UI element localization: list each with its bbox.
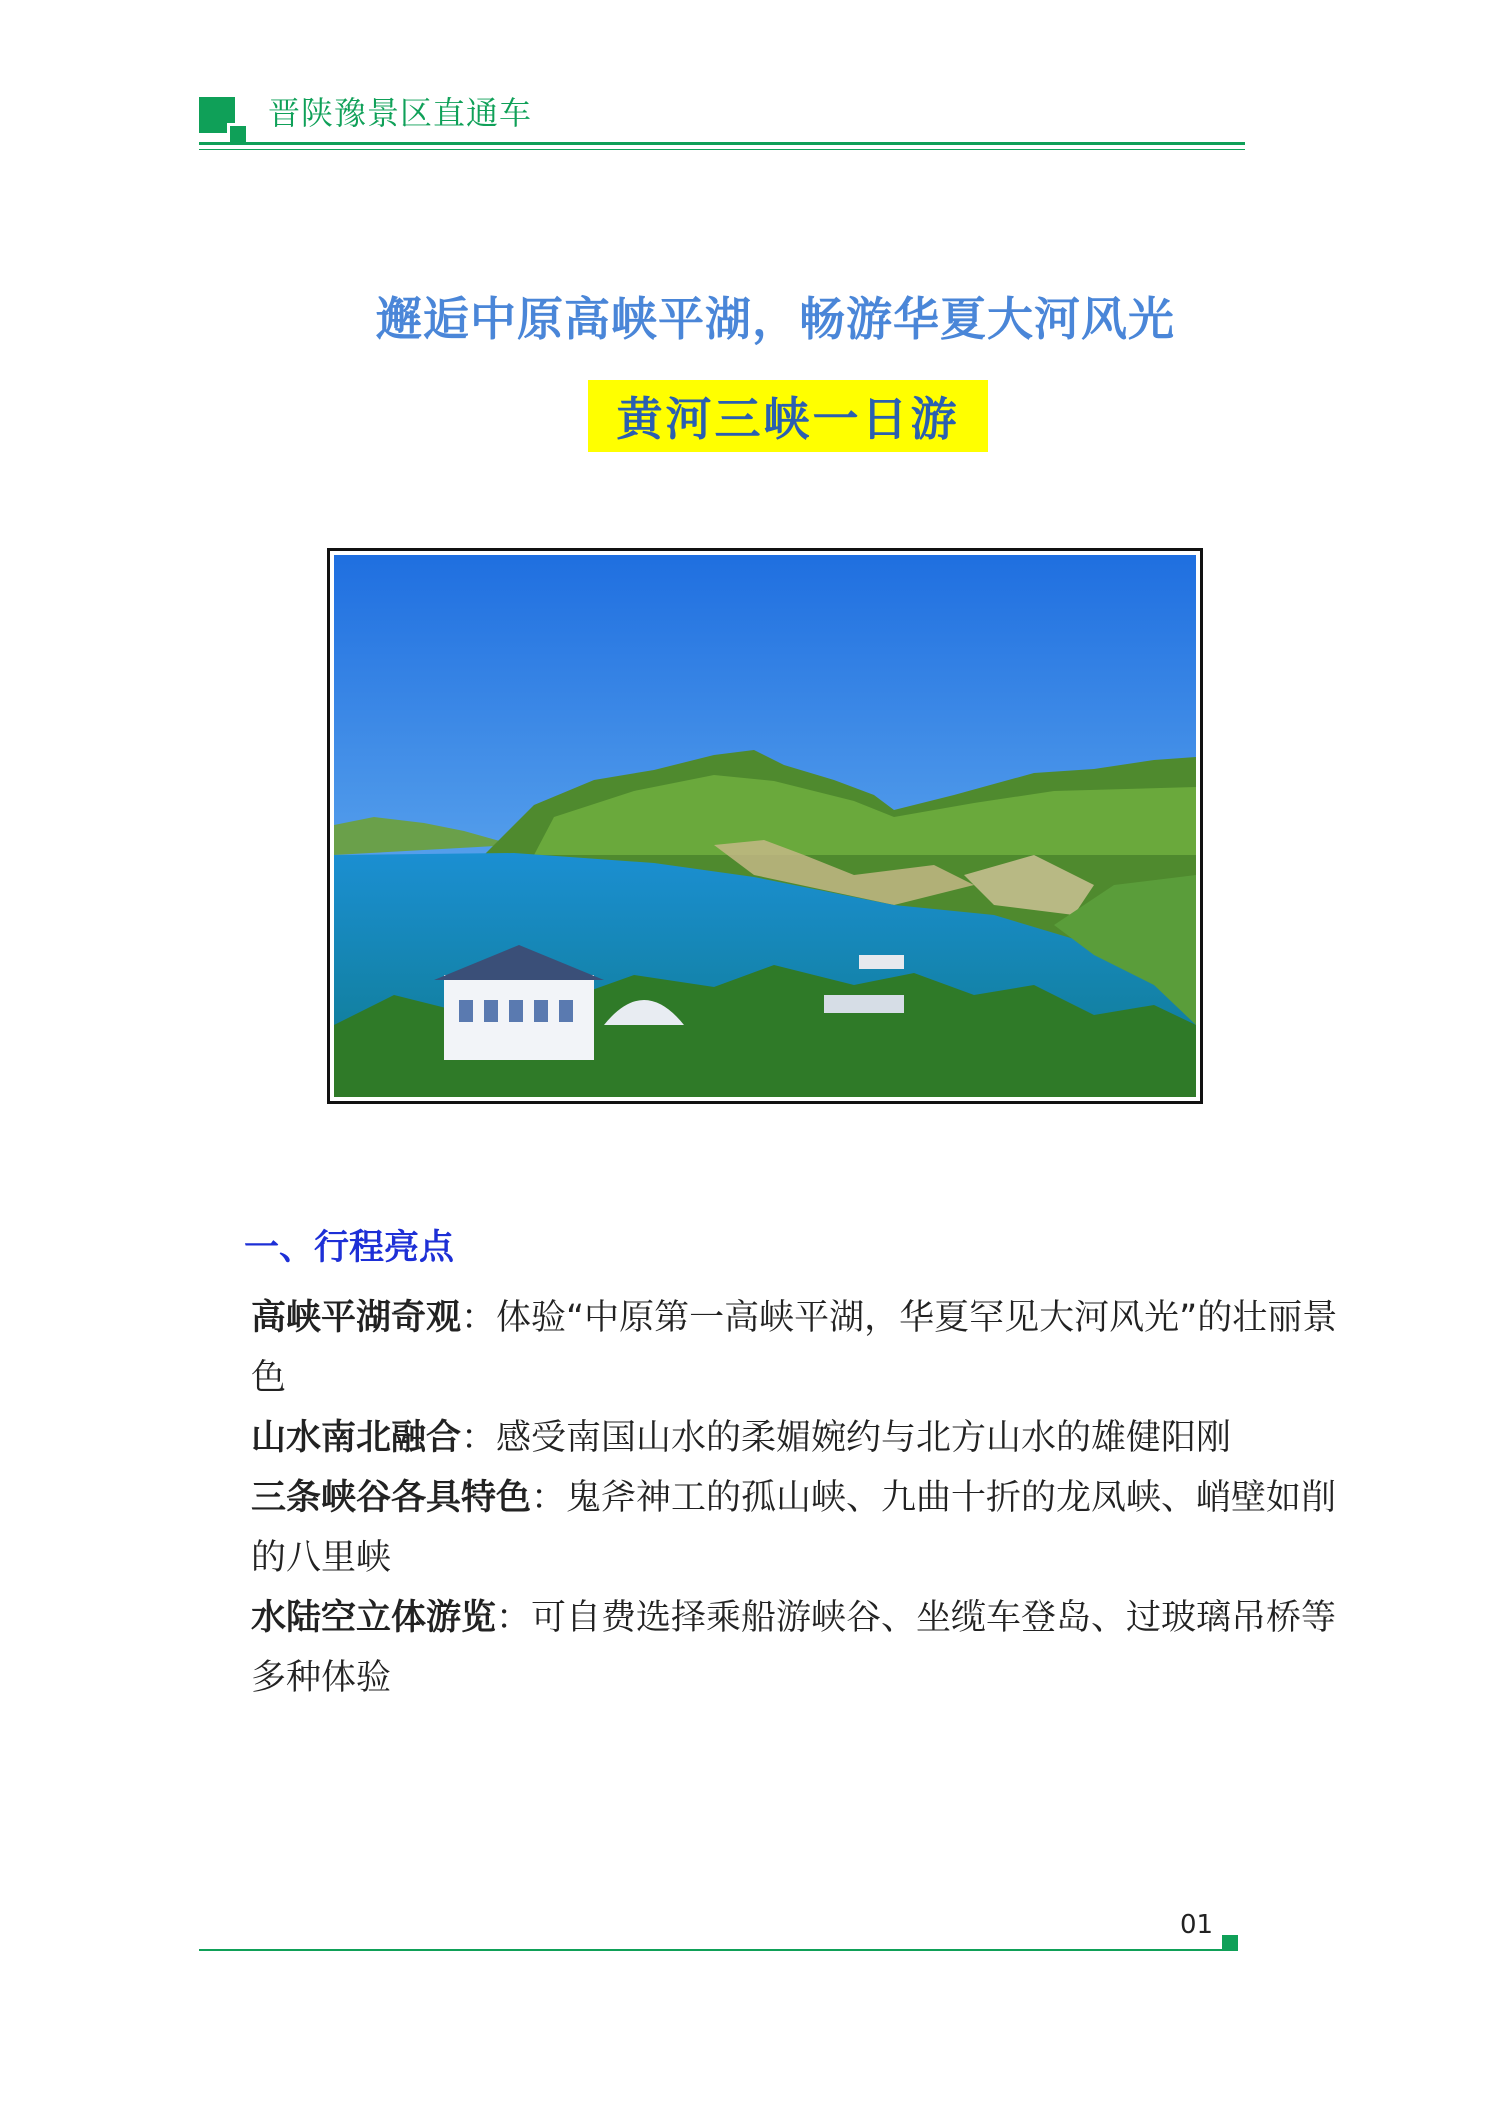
highlight-text: ：可自费选择乘船游峡谷、坐缆车登岛、过玻璃吊桥等多种体验 [251,1598,1337,1698]
page-subtitle: 黄河三峡一日游 [616,392,960,446]
brand-logo [199,97,249,147]
scenery-photo [327,548,1203,1104]
highlight-lead: 水陆空立体游览 [251,1598,497,1638]
header-divider [199,142,1245,145]
section-heading-highlights: 一、行程亮点 [244,1228,455,1268]
lake-landscape-image [334,555,1196,1097]
highlight-item [199,1288,1361,1408]
header-title: 晋陕豫景区直通车 [268,94,533,132]
page-number: 01 [1180,1910,1214,1940]
header-divider-thin [199,149,1245,150]
page-title: 邂逅中原高峡平湖，畅游华夏大河风光 [376,292,1175,346]
highlight-item [199,1408,1361,1468]
highlight-item [199,1588,1361,1708]
highlight-lead: 三条峡谷各具特色 [251,1478,532,1518]
highlight-item [199,1468,1361,1588]
subtitle-highlight [588,380,988,452]
highlight-lead: 山水南北融合 [251,1418,462,1458]
highlight-text: ：感受南国山水的柔媚婉约与北方山水的雄健阳刚 [461,1418,1232,1458]
highlight-text: ：鬼斧神工的孤山峡、九曲十折的龙凤峡、峭壁如削的八里峡 [251,1478,1337,1578]
highlight-lead: 高峡平湖奇观 [251,1298,462,1338]
highlight-text: ：体验“中原第一高峡平湖，华夏罕见大河风光”的壮丽景色 [251,1298,1338,1398]
footer-divider [199,1949,1237,1951]
